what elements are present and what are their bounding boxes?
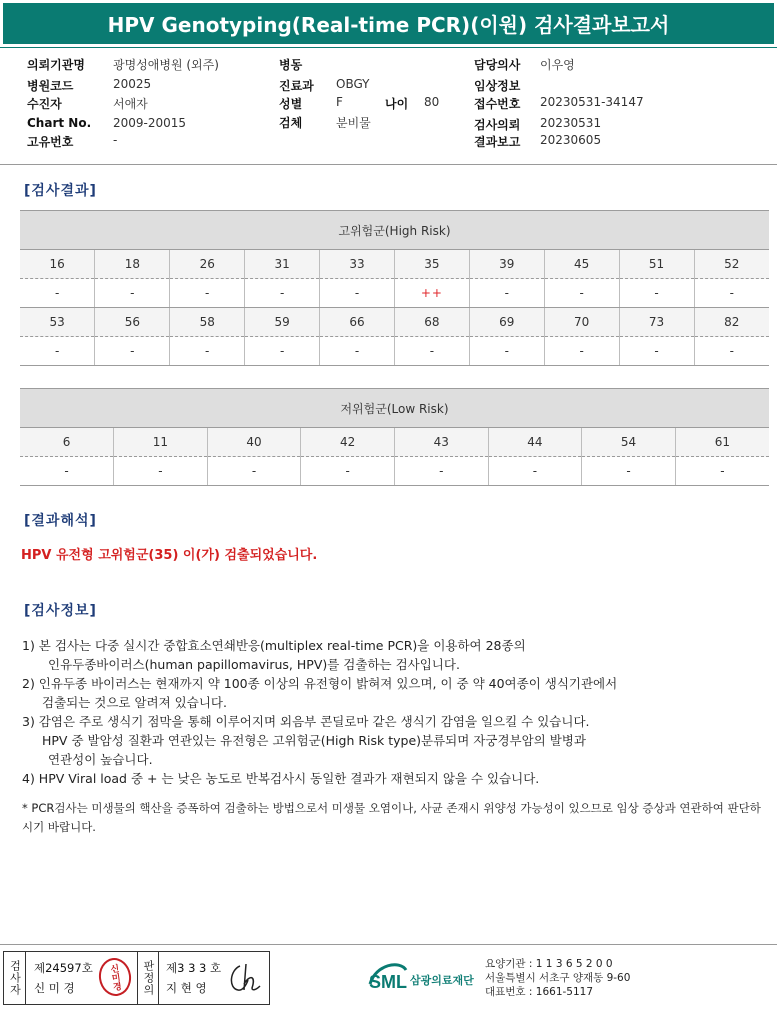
result-cell: -	[20, 457, 114, 486]
specimen-label: 검체	[279, 116, 303, 130]
result-cell: -	[395, 457, 489, 486]
unique-no-value: -	[113, 133, 118, 147]
company-phone: 대표번호 : 1661-5117	[485, 986, 594, 998]
signature-box	[3, 951, 270, 1005]
company-name: 삼광의료재단	[410, 974, 474, 987]
examiner-name: 신 미 경	[34, 981, 75, 995]
low-risk-title: 저위험군(Low Risk)	[20, 389, 769, 428]
hospital-code-label: 병원코드	[27, 79, 74, 93]
high-risk-types-row-2	[20, 308, 769, 337]
result-cell: -	[469, 279, 544, 308]
note-line: 4) HPV Viral load 중 + 는 낮은 농도로 반복검사시 동일한 결과가 재현되지 않을 수 있습니다.	[22, 771, 540, 786]
note-line: 검출되는 것으로 알려져 있습니다.	[42, 695, 227, 710]
patient-value: 서애자	[113, 97, 148, 111]
note-line: 2) 인유두종 바이러스는 현재까지 약 100종 이상의 유전형이 밝혀져 있으며, 이 중 약 40여종이 생식기관에서	[22, 676, 618, 691]
result-cell: -	[544, 337, 619, 366]
result-cell: -	[301, 457, 395, 486]
examiner-seal	[97, 956, 134, 998]
result-cell: -	[675, 457, 769, 486]
genotype-cell: 68	[394, 308, 469, 337]
high-risk-results-row-2	[20, 337, 769, 366]
genotype-cell: 66	[320, 308, 395, 337]
genotype-cell: 42	[301, 428, 395, 457]
result-cell: -	[320, 337, 395, 366]
result-cell: -	[469, 337, 544, 366]
result-cell: -	[114, 457, 208, 486]
reviewer-name: 지 현 영	[166, 981, 207, 995]
hospital-code-value: 20025	[113, 77, 152, 91]
note-line: 3) 감염은 주로 생식기 점막을 통해 이루어지며 외음부 콘딜로마 같은 생식기 감염을 일으킬 수 있습니다.	[22, 714, 590, 729]
genotype-cell: 54	[582, 428, 676, 457]
note-line: 연관성이 높습니다.	[48, 752, 153, 767]
high-risk-table	[20, 210, 769, 366]
result-cell: -	[95, 279, 170, 308]
genotype-cell: 58	[170, 308, 245, 337]
genotype-cell: 61	[675, 428, 769, 457]
clinical-info-label: 임상정보	[474, 79, 521, 93]
receipt-no-label: 접수번호	[474, 97, 521, 111]
ward-label: 병동	[279, 58, 303, 72]
institution-label: 의뢰기관명	[27, 58, 85, 72]
result-cell: -	[582, 457, 676, 486]
report-date-value: 20230605	[540, 133, 602, 147]
unique-no-label: 고유번호	[27, 135, 74, 149]
genotype-cell: 52	[694, 250, 769, 279]
result-cell: -	[320, 279, 395, 308]
genotype-cell: 26	[170, 250, 245, 279]
reviewer-label-text: 판정의	[142, 960, 155, 996]
genotype-cell: 40	[207, 428, 301, 457]
specimen-value: 분비물	[336, 116, 371, 130]
high-risk-types-row-1	[20, 250, 769, 279]
report-date-label: 결과보고	[474, 135, 521, 149]
genotype-cell: 53	[20, 308, 95, 337]
genotype-cell: 59	[245, 308, 320, 337]
examiner-license: 제24597호	[34, 961, 93, 975]
chart-no-label: Chart No.	[27, 116, 92, 130]
result-cell: -	[170, 337, 245, 366]
company-logo	[366, 958, 486, 998]
department-label: 진료과	[279, 79, 314, 93]
genotype-cell: 33	[320, 250, 395, 279]
genotype-cell: 56	[95, 308, 170, 337]
request-date-value: 20230531	[540, 116, 602, 130]
genotype-cell: 73	[619, 308, 694, 337]
info-section-title: [검사정보]	[24, 603, 97, 619]
note-line: 인유두종바이러스(human papillomavirus, HPV)를 검출하는 검사입니다.	[48, 657, 460, 672]
age-value: 80	[424, 95, 440, 109]
pcr-footnote: * PCR검사는 미생물의 핵산을 증폭하여 검출하는 방법으로서 미생물 오염이나, 사균 존재시 위양성 가능성이 있으므로 임상 증상과 연관하여 판단하시기 바랍니다.	[22, 801, 761, 834]
company-info	[485, 957, 630, 999]
interpretation-text: HPV 유전형 고위험군(35) 이(가) 검출되었습니다.	[21, 548, 318, 563]
genotype-cell: 6	[20, 428, 114, 457]
low-risk-results-row	[20, 457, 769, 486]
genotype-cell: 35	[394, 250, 469, 279]
doctor-value: 이우영	[540, 58, 575, 72]
doctor-label: 담당의사	[474, 58, 521, 72]
result-cell: -	[488, 457, 582, 486]
logo-text: SML	[369, 972, 407, 992]
receipt-no-value: 20230531-34147	[540, 95, 644, 109]
result-cell: -	[394, 337, 469, 366]
genotype-cell: 18	[95, 250, 170, 279]
note-line: 1) 본 검사는 다중 실시간 중합효소연쇄반응(multiplex real-time PCR)을 이용하여 28종의	[22, 638, 526, 653]
genotype-cell: 51	[619, 250, 694, 279]
genotype-cell: 70	[544, 308, 619, 337]
genotype-cell: 31	[245, 250, 320, 279]
sex-label: 성별	[279, 97, 303, 111]
reviewer-signature-icon	[226, 960, 264, 996]
request-date-label: 검사의뢰	[474, 118, 521, 132]
result-cell: -	[95, 337, 170, 366]
result-cell: -	[694, 279, 769, 308]
reviewer-label	[137, 952, 159, 1004]
result-cell: -	[694, 337, 769, 366]
patient-label: 수진자	[27, 97, 62, 111]
chart-no-value: 2009-20015	[113, 116, 187, 130]
result-cell: -	[170, 279, 245, 308]
genotype-cell: 16	[20, 250, 95, 279]
department-value: OBGY	[336, 77, 370, 91]
institution-value: 광명성애병원 (외주)	[113, 58, 219, 72]
genotype-cell: 39	[469, 250, 544, 279]
high-risk-results-row-1	[20, 279, 769, 308]
result-cell: -	[245, 279, 320, 308]
low-risk-table	[20, 388, 769, 486]
result-cell: -	[619, 337, 694, 366]
genotype-cell: 69	[469, 308, 544, 337]
result-cell: -	[20, 279, 95, 308]
sex-value: F	[336, 95, 343, 109]
genotype-cell: 11	[114, 428, 208, 457]
header-divider	[0, 164, 777, 165]
genotype-cell: 45	[544, 250, 619, 279]
note-line: HPV 중 발암성 질환과 연관있는 유전형은 고위험군(High Risk type)분류되며 자궁경부암의 발병과	[42, 733, 586, 748]
interpretation-section-title: [결과해석]	[24, 513, 97, 529]
result-cell: -	[245, 337, 320, 366]
age-label: 나이	[385, 97, 409, 111]
genotype-cell: 44	[488, 428, 582, 457]
examiner-label	[4, 952, 26, 1004]
sml-logo-icon	[366, 958, 486, 998]
genotype-cell: 43	[395, 428, 489, 457]
result-cell: -	[544, 279, 619, 308]
seal-text: 신미경	[107, 963, 122, 992]
report-title: HPV Genotyping(Real-time PCR)(이원) 검사결과보고서	[0, 0, 777, 47]
result-cell: -	[20, 337, 95, 366]
high-risk-title: 고위험군(High Risk)	[20, 211, 769, 250]
result-cell: -	[619, 279, 694, 308]
care-code: 요양기관 : 1 1 3 6 5 2 0 0	[485, 958, 613, 970]
company-address: 서울특별시 서초구 양재동 9-60	[485, 972, 631, 984]
results-section-title: [검사결과]	[24, 183, 97, 199]
positive-result-cell: ++	[394, 279, 469, 308]
footer-divider	[0, 944, 777, 945]
result-cell: -	[207, 457, 301, 486]
low-risk-types-row	[20, 428, 769, 457]
reviewer-license: 제3 3 3 호	[166, 961, 222, 975]
genotype-cell: 82	[694, 308, 769, 337]
examiner-label-text: 검사자	[8, 960, 22, 996]
